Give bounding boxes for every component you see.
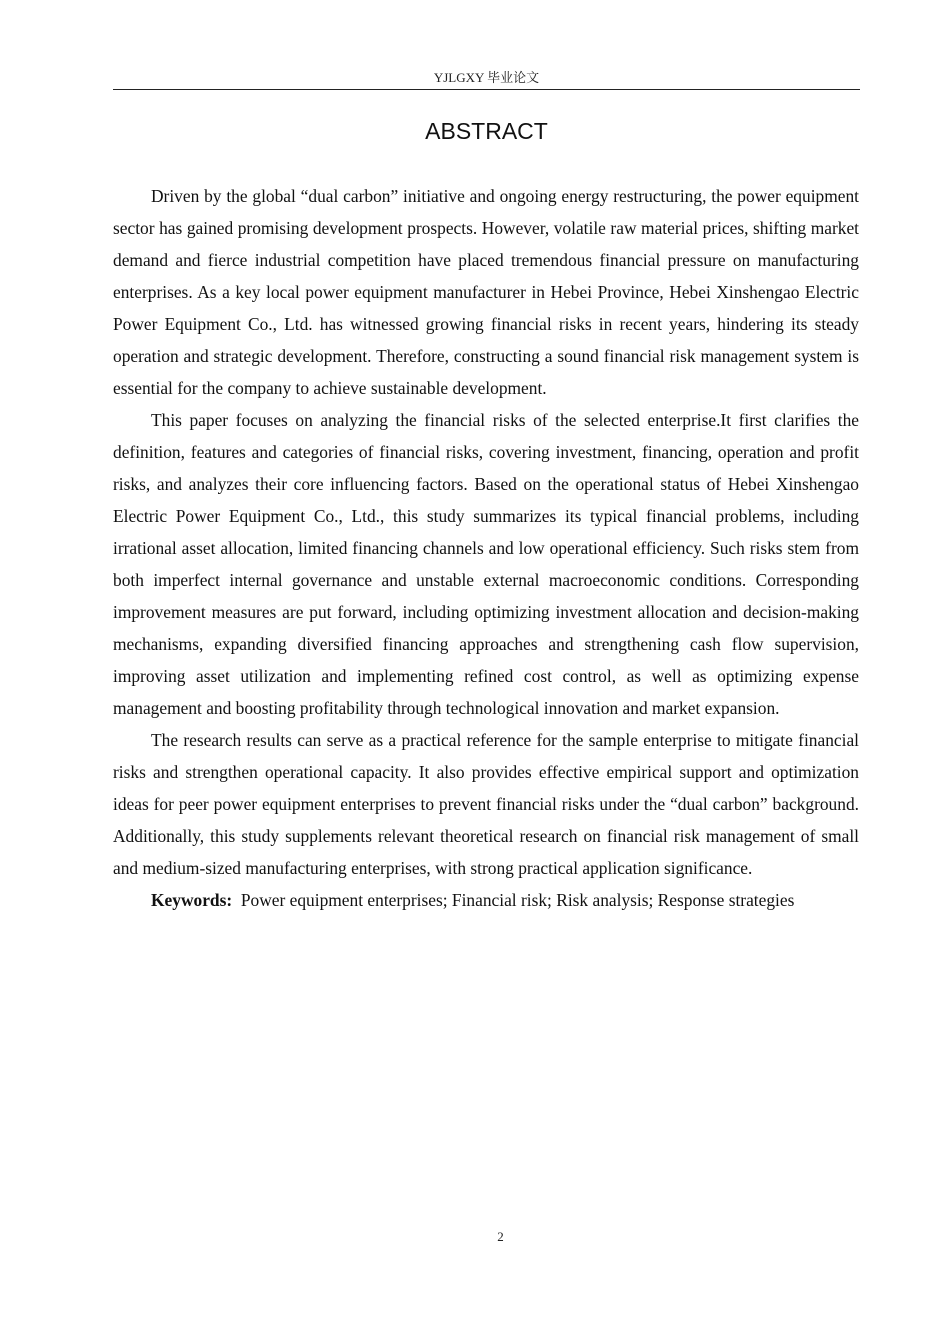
- abstract-paragraph-3: The research results can serve as a practical reference for the sample enterprise to mitigate financial risks and strengthen operational capacity. It also provides effective empirical support and optimization ideas for peer power equipment enterprises to prevent financial risks under the “dual carbon” background. Additionally, this study supplements relevant theoretical research on financial risk management of small and medium-sized manufacturing enterprises, with strong practical application significance.: [113, 730, 859, 878]
- abstract-paragraph-2: This paper focuses on analyzing the financial risks of the selected enterprise.It first clarifies the definition, features and categories of financial risks, covering investment, financing, operation and profit risks, and analyzes their core influencing factors. Based on the operational status of Hebei Xinshengao Electric Power Equipment Co., Ltd., this study summarizes its typical financial problems, including irrational asset allocation, limited financing channels and low operational efficiency. Such risks stem from both imperfect internal governance and unstable external macroeconomic conditions. Corresponding improvement measures are put forward, including optimizing investment allocation and decision-making mechanisms, expanding diversified financing approaches and strengthening cash flow supervision, improving asset utilization and implementing refined cost control, as well as optimizing expense management and boosting profitability through technological innovation and market expansion.: [113, 410, 859, 718]
- header-text: YJLGXY 毕业论文: [433, 70, 540, 85]
- abstract-body: [113, 180, 859, 916]
- keywords-line: [113, 884, 859, 916]
- abstract-title: ABSTRACT: [425, 118, 548, 144]
- page-header: [113, 70, 860, 90]
- abstract-paragraph-1: Driven by the global “dual carbon” initiative and ongoing energy restructuring, the power equipment sector has gained promising development prospects. However, volatile raw material prices, shifting market demand and fierce industrial competition have placed tremendous financial pressure on manufacturing enterprises. As a key local power equipment manufacturer in Hebei Province, Hebei Xinshengao Electric Power Equipment Co., Ltd. has witnessed growing financial risks in recent years, hindering its steady operation and strategic development. Therefore, constructing a sound financial risk management system is essential for the company to achieve sustainable development.: [113, 186, 859, 398]
- page-number: 2: [497, 1229, 504, 1244]
- keywords-label: Keywords:: [151, 890, 233, 910]
- keywords-text: Power equipment enterprises; Financial risk; Risk analysis; Response strategies: [240, 890, 795, 910]
